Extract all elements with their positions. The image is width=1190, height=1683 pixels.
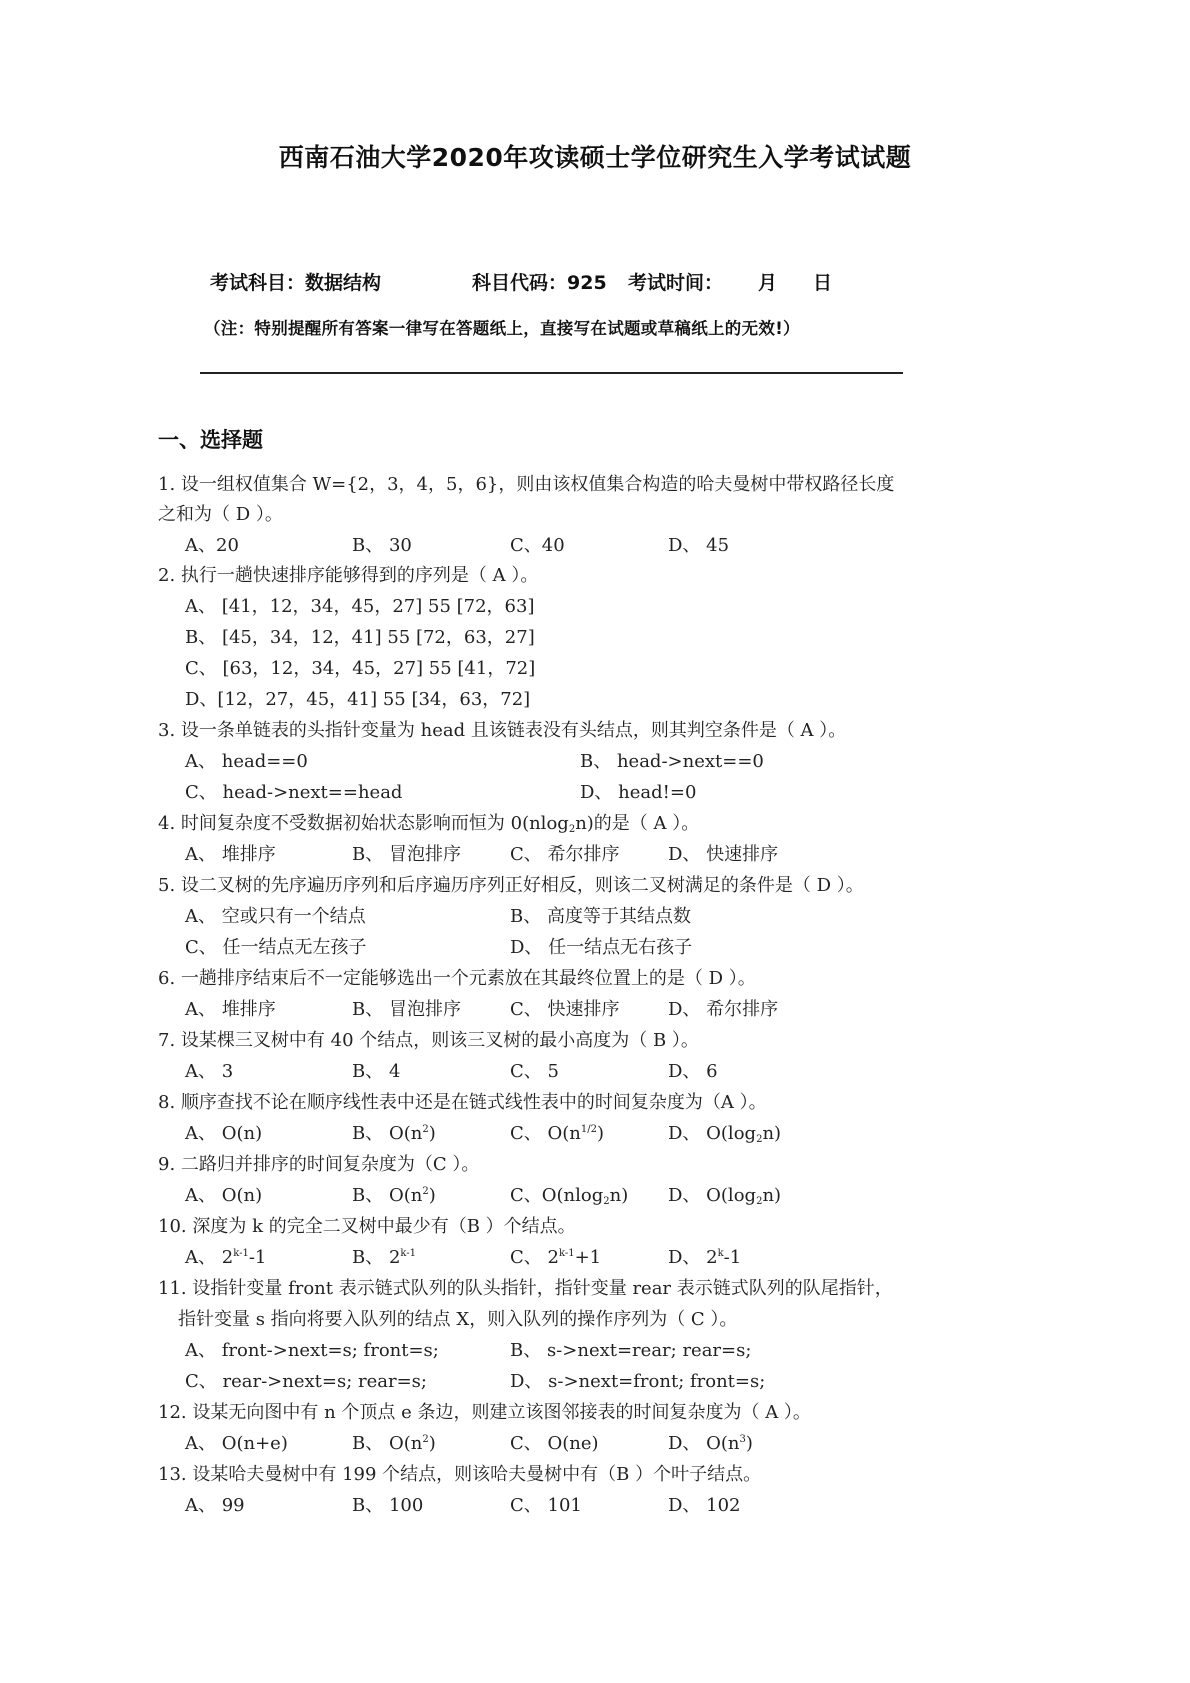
question-10-option-d-tail: -1 <box>723 1247 742 1268</box>
question-8-option-d-base: D、 O(log <box>668 1123 757 1144</box>
question-9-option-a: A、 O(n) <box>185 1185 263 1206</box>
question-4-option-b: B、 冒泡排序 <box>352 844 461 865</box>
subject-code: 科目代码：925 <box>472 272 607 294</box>
question-3-option-d: D、 head!=0 <box>580 782 697 803</box>
question-3-option-c: C、 head->next==head <box>185 782 403 803</box>
question-9-option-d-base: D、 O(log <box>668 1185 757 1206</box>
question-9-option-c-base: C、O(nlog <box>510 1185 604 1206</box>
question-10-option-a-sup: k-1 <box>233 1248 249 1259</box>
exam-title: 西南石油大学2020年攻读硕士学位研究生入学考试试题 <box>278 143 912 172</box>
question-9-option-b-tail: ) <box>428 1185 436 1206</box>
question-8-option-d-tail: n) <box>762 1123 782 1144</box>
question-9-option-c-sub: 2 <box>603 1196 610 1207</box>
question-1-option-c: C、40 <box>510 535 565 556</box>
exam-month: 月 <box>758 272 778 294</box>
question-10-option-d-sup: k <box>717 1248 724 1259</box>
question-10-option-a-base: A、 2 <box>185 1247 234 1268</box>
question-12-option-b <box>352 1429 436 1455</box>
question-9-option-b-base: B、 O(n <box>352 1185 423 1206</box>
question-9-option-b-sup: 2 <box>422 1186 429 1197</box>
question-4-stem-pre: 4. 时间复杂度不受数据初始状态影响而恒为 0(nlog <box>158 813 569 834</box>
question-8-stem: 8. 顺序查找不论在顺序线性表中还是在链式线性表中的时间复杂度为（A ）。 <box>158 1092 767 1113</box>
question-2-option-c: C、 [63，12，34，45，27] 55 [41，72] <box>185 658 536 679</box>
question-12-option-c: C、 O(ne) <box>510 1433 599 1454</box>
question-5-option-c: C、 任一结点无左孩子 <box>185 937 367 958</box>
question-10-option-c-base: C、 2 <box>510 1247 559 1268</box>
question-1-option-b: B、 30 <box>352 535 412 556</box>
question-11-option-c: C、 rear->next=s; rear=s; <box>185 1371 427 1392</box>
question-3-stem: 3. 设一条单链表的头指针变量为 head 且该链表没有头结点，则其判空条件是（ A ）。 <box>158 720 847 741</box>
question-7-option-a: A、 3 <box>185 1061 234 1082</box>
question-3-option-a: A、 head==0 <box>185 751 308 772</box>
question-11-stem: 11. 设指针变量 front 表示链式队列的队头指针，指针变量 rear 表示链式队列的队尾指针， <box>158 1278 893 1299</box>
question-11-option-b: B、 s->next=rear; rear=s; <box>510 1340 752 1361</box>
question-10-option-c <box>510 1243 601 1269</box>
question-1-stem-cont: 之和为（ D ）。 <box>158 504 283 525</box>
question-8-option-b <box>352 1119 436 1145</box>
question-10-option-a-tail: -1 <box>248 1247 267 1268</box>
question-4-stem <box>158 809 699 835</box>
question-1-option-d: D、 45 <box>668 535 730 556</box>
question-12-option-d <box>668 1429 753 1455</box>
question-8-option-c-sup: 1/2 <box>580 1124 597 1135</box>
question-2-option-b: B、 [45，34，12，41] 55 [72，63，27] <box>185 627 535 648</box>
question-9-option-b <box>352 1181 436 1207</box>
question-12-stem: 12. 设某无向图中有 n 个顶点 e 条边，则建立该图邻接表的时间复杂度为（ A ）。 <box>158 1402 811 1423</box>
question-9-stem: 9. 二路归并排序的时间复杂度为（C ）。 <box>158 1154 480 1175</box>
question-13-stem: 13. 设某哈夫曼树中有 199 个结点，则该哈夫曼树中有（B ）个叶子结点。 <box>158 1464 762 1485</box>
question-12-option-b-sup: 2 <box>422 1434 429 1445</box>
exam-subject: 考试科目：数据结构 <box>210 272 382 294</box>
question-10-option-c-sup: k-1 <box>558 1248 575 1259</box>
question-10-option-b <box>352 1243 416 1269</box>
question-12-option-d-sup: 3 <box>739 1434 746 1445</box>
question-8-option-d <box>668 1119 781 1145</box>
question-7-stem: 7. 设某棵三叉树中有 40 个结点，则该三叉树的最小高度为（ B ）。 <box>158 1030 699 1051</box>
question-12-option-b-base: B、 O(n <box>352 1433 423 1454</box>
question-11-option-a: A、 front->next=s; front=s; <box>185 1340 439 1361</box>
section-title: 一、选择题 <box>158 428 263 452</box>
question-11-option-d: D、 s->next=front; front=s; <box>510 1371 766 1392</box>
question-6-stem: 6. 一趟排序结束后不一定能够选出一个元素放在其最终位置上的是（ D ）。 <box>158 968 756 989</box>
question-4-option-c: C、 希尔排序 <box>510 844 620 865</box>
question-2-option-d: D、[12，27，45，41] 55 [34，63，72] <box>185 689 531 710</box>
question-4-option-d: D、 快速排序 <box>668 844 779 865</box>
question-13-option-a: A、 99 <box>185 1495 245 1516</box>
question-5-option-d: D、 任一结点无右孩子 <box>510 937 693 958</box>
question-6-option-b: B、 冒泡排序 <box>352 999 461 1020</box>
exam-day: 日 <box>813 272 833 294</box>
question-7-option-c: C、 5 <box>510 1061 559 1082</box>
question-6-option-c: C、 快速排序 <box>510 999 620 1020</box>
question-1-option-a: A、20 <box>185 535 239 556</box>
question-10-option-b-base: B、 2 <box>352 1247 401 1268</box>
question-9-option-c <box>510 1181 628 1207</box>
question-5-stem: 5. 设二叉树的先序遍历序列和后序遍历序列正好相反，则该二叉树满足的条件是（ D ）。 <box>158 875 864 896</box>
header-divider <box>200 372 903 374</box>
question-8-option-b-base: B、 O(n <box>352 1123 423 1144</box>
question-2-stem: 2. 执行一趟快速排序能够得到的序列是（ A ）。 <box>158 565 539 586</box>
question-4-option-a: A、 堆排序 <box>185 844 276 865</box>
question-12-option-d-tail: ) <box>745 1433 753 1454</box>
question-8-option-b-tail: ) <box>428 1123 436 1144</box>
question-9-option-d-sub: 2 <box>756 1196 763 1207</box>
question-8-option-c <box>510 1119 604 1145</box>
question-3-option-b: B、 head->next==0 <box>580 751 764 772</box>
question-9-option-c-tail: n) <box>609 1185 629 1206</box>
question-2-option-a: A、 [41，12，34，45，27] 55 [72，63] <box>185 596 535 617</box>
question-8-option-c-tail: ) <box>596 1123 604 1144</box>
question-6-option-d: D、 希尔排序 <box>668 999 779 1020</box>
question-5-option-a: A、 空或只有一个结点 <box>185 906 366 927</box>
question-8-option-a: A、 O(n) <box>185 1123 263 1144</box>
question-10-stem: 10. 深度为 k 的完全二叉树中最少有（B ）个结点。 <box>158 1216 576 1237</box>
exam-note: （注：特别提醒所有答案一律写在答题纸上，直接写在试题或草稿纸上的无效!） <box>204 319 800 338</box>
question-12-option-d-base: D、 O(n <box>668 1433 740 1454</box>
exam-time-label: 考试时间： <box>628 272 724 294</box>
question-5-option-b: B、 高度等于其结点数 <box>510 906 691 927</box>
question-8-option-c-base: C、 O(n <box>510 1123 581 1144</box>
question-10-option-b-sup: k-1 <box>400 1248 417 1259</box>
question-11-stem-cont: 指针变量 s 指向将要入队列的结点 X，则入队列的操作序列为（ C ）。 <box>178 1309 738 1330</box>
question-4-stem-post: n)的是（ A ）。 <box>575 813 700 834</box>
question-8-option-d-sub: 2 <box>756 1134 763 1145</box>
question-12-option-b-tail: ) <box>428 1433 436 1454</box>
question-10-option-a <box>185 1243 266 1269</box>
question-4-stem-sub: 2 <box>568 824 576 835</box>
question-13-option-d: D、 102 <box>668 1495 741 1516</box>
question-1-stem: 1. 设一组权值集合 W={2，3，4，5，6}，则由该权值集合构造的哈夫曼树中带权路径长度 <box>158 474 895 495</box>
question-10-option-d <box>668 1243 741 1269</box>
question-7-option-b: B、 4 <box>352 1061 401 1082</box>
question-6-option-a: A、 堆排序 <box>185 999 276 1020</box>
question-10-option-c-tail: +1 <box>574 1247 602 1268</box>
question-8-option-b-sup: 2 <box>422 1124 429 1135</box>
question-10-option-d-base: D、 2 <box>668 1247 718 1268</box>
question-13-option-c: C、 101 <box>510 1495 582 1516</box>
question-13-option-b: B、 100 <box>352 1495 424 1516</box>
question-9-option-d-tail: n) <box>762 1185 782 1206</box>
question-7-option-d: D、 6 <box>668 1061 718 1082</box>
question-9-option-d <box>668 1181 781 1207</box>
question-12-option-a: A、 O(n+e) <box>185 1433 288 1454</box>
